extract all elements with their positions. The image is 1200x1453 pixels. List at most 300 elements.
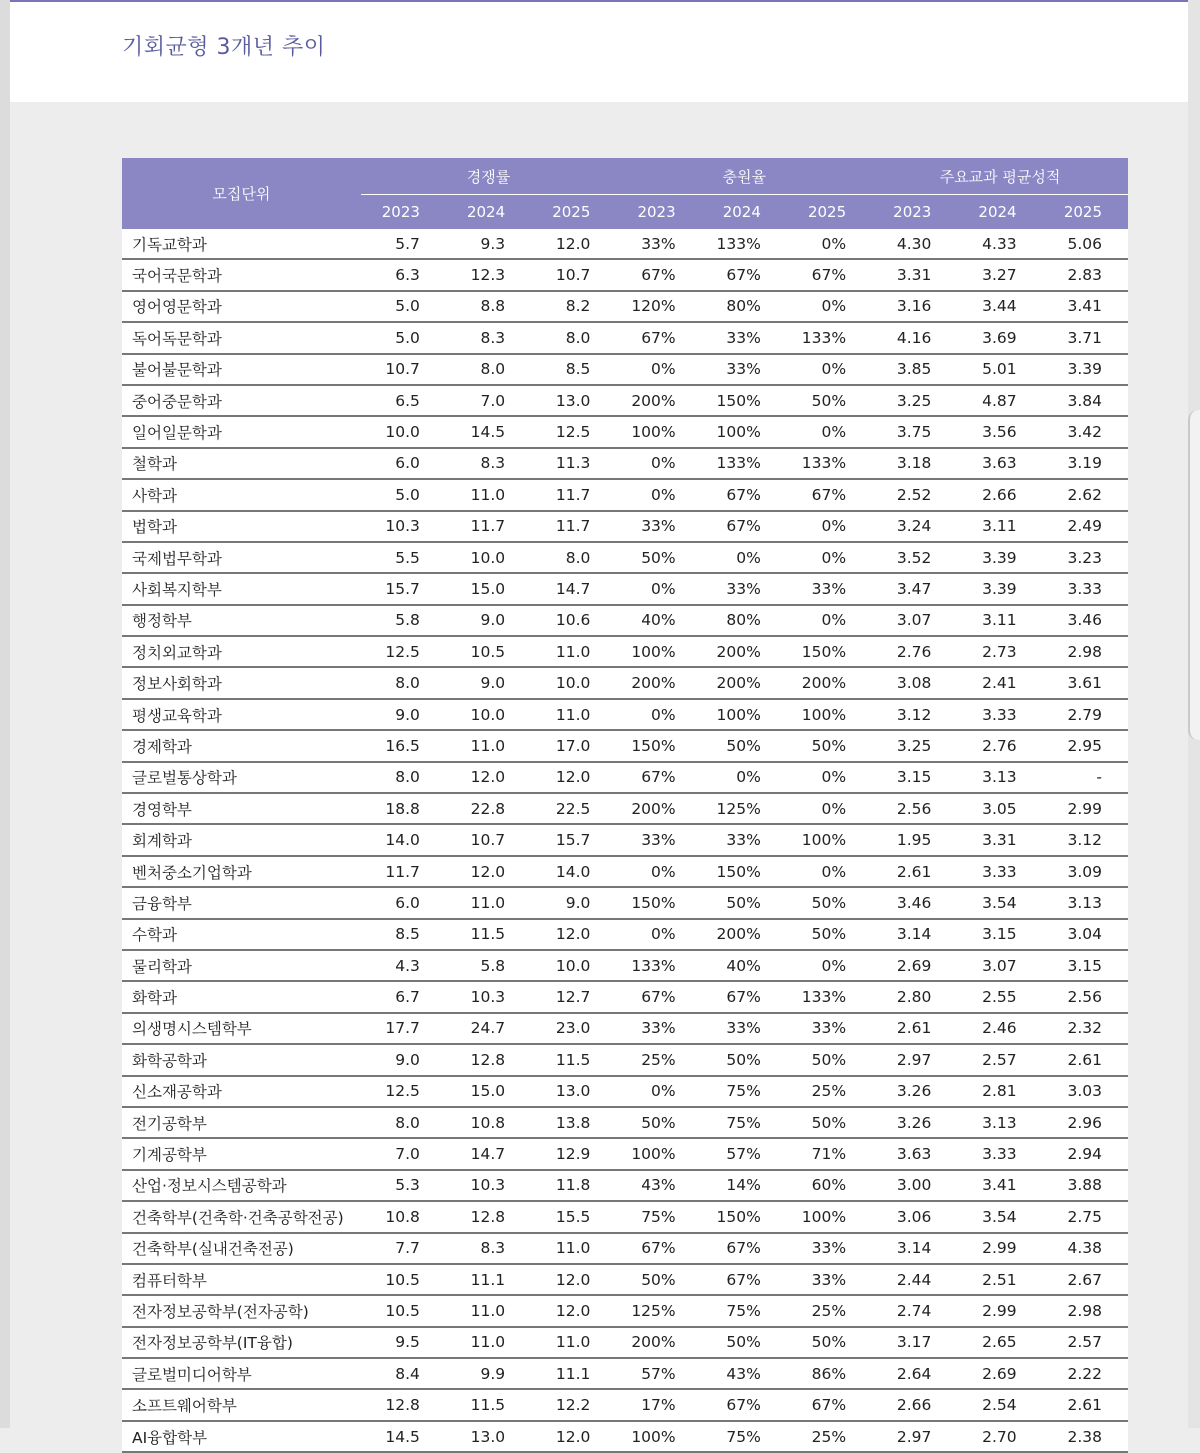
row-value-cell: 12.2 <box>531 1389 616 1420</box>
row-value-cell: 14.5 <box>446 416 531 447</box>
row-value-cell: 3.61 <box>1043 667 1128 698</box>
row-value-cell: 6.5 <box>361 385 446 416</box>
row-value-cell: 0% <box>787 856 872 887</box>
row-value-cell: 50% <box>702 1327 787 1358</box>
row-value-cell: 22.8 <box>446 793 531 824</box>
row-value-cell: 10.0 <box>446 699 531 730</box>
row-value-cell: 5.8 <box>446 950 531 981</box>
table-row <box>122 730 1128 761</box>
table-row <box>122 699 1128 730</box>
row-value-cell: 3.13 <box>1043 887 1128 918</box>
row-value-cell: 75% <box>702 1295 787 1326</box>
row-value-cell: 9.0 <box>361 699 446 730</box>
row-value-cell: 75% <box>702 1107 787 1138</box>
row-value-cell: 4.38 <box>1043 1233 1128 1264</box>
row-value-cell: 120% <box>616 291 701 322</box>
table-row <box>122 887 1128 918</box>
row-value-cell: 100% <box>616 416 701 447</box>
row-value-cell: 2.44 <box>872 1264 957 1295</box>
row-value-cell: 2.81 <box>957 1076 1042 1107</box>
table-row <box>122 1201 1128 1232</box>
row-value-cell: 3.09 <box>1043 856 1128 887</box>
row-value-cell: 67% <box>702 259 787 290</box>
row-value-cell: 2.99 <box>957 1233 1042 1264</box>
row-unit-name: 회계학과 <box>122 824 361 855</box>
row-value-cell: 8.2 <box>531 291 616 322</box>
row-value-cell: 50% <box>702 730 787 761</box>
row-value-cell: 100% <box>787 824 872 855</box>
table-row <box>122 511 1128 542</box>
row-value-cell: 0% <box>616 354 701 385</box>
row-value-cell: 15.0 <box>446 1076 531 1107</box>
row-value-cell: 0% <box>787 762 872 793</box>
row-value-cell: 0% <box>616 919 701 950</box>
row-value-cell: 3.47 <box>872 573 957 604</box>
row-value-cell: 3.07 <box>872 605 957 636</box>
row-value-cell: 2.99 <box>1043 793 1128 824</box>
row-value-cell: 0% <box>616 1076 701 1107</box>
row-value-cell: 25% <box>787 1076 872 1107</box>
row-value-cell: 3.33 <box>957 699 1042 730</box>
row-value-cell: 3.52 <box>872 542 957 573</box>
row-value-cell: 50% <box>787 887 872 918</box>
table-row <box>122 605 1128 636</box>
row-value-cell: 133% <box>702 229 787 259</box>
row-value-cell: 3.46 <box>1043 605 1128 636</box>
row-value-cell: 33% <box>616 824 701 855</box>
row-value-cell: 3.14 <box>872 919 957 950</box>
row-value-cell: 3.25 <box>872 385 957 416</box>
row-value-cell: 3.06 <box>872 1201 957 1232</box>
row-unit-name: 경제학과 <box>122 730 361 761</box>
row-value-cell: 0% <box>787 416 872 447</box>
row-value-cell: 50% <box>616 542 701 573</box>
row-value-cell: 0% <box>787 950 872 981</box>
row-value-cell: 0% <box>787 793 872 824</box>
row-value-cell: 3.39 <box>1043 354 1128 385</box>
row-value-cell: 57% <box>616 1358 701 1389</box>
table-row <box>122 1076 1128 1107</box>
row-unit-name: 법학과 <box>122 511 361 542</box>
row-value-cell: 3.56 <box>957 416 1042 447</box>
row-value-cell: 200% <box>702 636 787 667</box>
row-value-cell: 3.71 <box>1043 322 1128 353</box>
row-value-cell: 24.7 <box>446 1013 531 1044</box>
row-unit-name: 중어중문학과 <box>122 385 361 416</box>
row-value-cell: 57% <box>702 1138 787 1169</box>
row-value-cell: 4.3 <box>361 950 446 981</box>
table-row <box>122 354 1128 385</box>
row-value-cell: 9.3 <box>446 229 531 259</box>
row-value-cell: 5.01 <box>957 354 1042 385</box>
row-value-cell: 2.46 <box>957 1013 1042 1044</box>
table-row <box>122 1327 1128 1358</box>
row-value-cell: 6.7 <box>361 981 446 1012</box>
row-value-cell: 3.69 <box>957 322 1042 353</box>
row-value-cell: 2.69 <box>872 950 957 981</box>
row-value-cell: 2.76 <box>872 636 957 667</box>
table-row <box>122 385 1128 416</box>
row-value-cell: 11.0 <box>531 636 616 667</box>
row-value-cell: 40% <box>702 950 787 981</box>
row-value-cell: 125% <box>702 793 787 824</box>
row-value-cell: 11.0 <box>531 699 616 730</box>
row-value-cell: 2.75 <box>1043 1201 1128 1232</box>
row-value-cell: 2.65 <box>957 1327 1042 1358</box>
row-value-cell: 75% <box>702 1076 787 1107</box>
row-value-cell: 3.16 <box>872 291 957 322</box>
row-value-cell: 2.38 <box>1043 1421 1128 1452</box>
row-value-cell: 14.0 <box>531 856 616 887</box>
row-value-cell: 3.05 <box>957 793 1042 824</box>
row-value-cell: 15.0 <box>446 573 531 604</box>
header-panel <box>10 0 1188 102</box>
row-unit-name: 수학과 <box>122 919 361 950</box>
row-value-cell: 12.0 <box>531 1421 616 1452</box>
header-year: 2025 <box>1043 195 1128 230</box>
row-value-cell: 3.04 <box>1043 919 1128 950</box>
row-value-cell: 7.0 <box>361 1138 446 1169</box>
row-value-cell: 3.26 <box>872 1107 957 1138</box>
row-value-cell: - <box>1043 762 1128 793</box>
row-value-cell: 2.94 <box>1043 1138 1128 1169</box>
row-unit-name: 화학과 <box>122 981 361 1012</box>
row-value-cell: 0% <box>616 448 701 479</box>
row-value-cell: 33% <box>702 354 787 385</box>
scroll-handle[interactable] <box>1188 410 1200 740</box>
table-row <box>122 1233 1128 1264</box>
row-unit-name: 화학공학과 <box>122 1044 361 1075</box>
row-value-cell: 133% <box>787 981 872 1012</box>
row-value-cell: 3.41 <box>957 1170 1042 1201</box>
row-value-cell: 10.0 <box>446 542 531 573</box>
table-row <box>122 1389 1128 1420</box>
row-value-cell: 133% <box>787 448 872 479</box>
row-value-cell: 2.67 <box>1043 1264 1128 1295</box>
row-value-cell: 12.0 <box>531 762 616 793</box>
row-value-cell: 3.17 <box>872 1327 957 1358</box>
row-value-cell: 3.14 <box>872 1233 957 1264</box>
row-unit-name: 국제법무학과 <box>122 542 361 573</box>
row-value-cell: 11.0 <box>446 730 531 761</box>
row-value-cell: 2.76 <box>957 730 1042 761</box>
table-row <box>122 919 1128 950</box>
row-value-cell: 2.54 <box>957 1389 1042 1420</box>
row-value-cell: 100% <box>616 1421 701 1452</box>
row-value-cell: 2.49 <box>1043 511 1128 542</box>
row-unit-name: 글로벌미디어학부 <box>122 1358 361 1389</box>
row-value-cell: 200% <box>702 919 787 950</box>
row-value-cell: 12.8 <box>361 1389 446 1420</box>
row-unit-name: 의생명시스템학부 <box>122 1013 361 1044</box>
row-value-cell: 9.0 <box>446 667 531 698</box>
row-value-cell: 0% <box>787 291 872 322</box>
header-year: 2023 <box>872 195 957 230</box>
table-row <box>122 1170 1128 1201</box>
row-value-cell: 2.95 <box>1043 730 1128 761</box>
row-value-cell: 25% <box>616 1044 701 1075</box>
row-value-cell: 2.80 <box>872 981 957 1012</box>
row-value-cell: 67% <box>702 981 787 1012</box>
row-unit-name: 국어국문학과 <box>122 259 361 290</box>
row-value-cell: 11.7 <box>361 856 446 887</box>
table-row <box>122 793 1128 824</box>
table-row <box>122 981 1128 1012</box>
row-value-cell: 3.54 <box>957 887 1042 918</box>
row-value-cell: 3.19 <box>1043 448 1128 479</box>
row-value-cell: 2.79 <box>1043 699 1128 730</box>
row-value-cell: 67% <box>616 259 701 290</box>
row-value-cell: 3.25 <box>872 730 957 761</box>
row-value-cell: 100% <box>702 699 787 730</box>
row-value-cell: 0% <box>616 699 701 730</box>
row-value-cell: 13.0 <box>446 1421 531 1452</box>
row-value-cell: 8.0 <box>531 542 616 573</box>
row-value-cell: 33% <box>787 1013 872 1044</box>
row-value-cell: 3.15 <box>1043 950 1128 981</box>
row-value-cell: 5.06 <box>1043 229 1128 259</box>
row-value-cell: 15.7 <box>531 824 616 855</box>
header-year: 2025 <box>531 195 616 230</box>
row-value-cell: 14.0 <box>361 824 446 855</box>
table-row <box>122 1013 1128 1044</box>
row-value-cell: 8.0 <box>361 667 446 698</box>
row-value-cell: 10.0 <box>531 950 616 981</box>
row-value-cell: 2.99 <box>957 1295 1042 1326</box>
row-value-cell: 0% <box>616 573 701 604</box>
row-value-cell: 50% <box>787 1327 872 1358</box>
row-value-cell: 9.5 <box>361 1327 446 1358</box>
row-value-cell: 86% <box>787 1358 872 1389</box>
row-value-cell: 3.75 <box>872 416 957 447</box>
table-row <box>122 1421 1128 1452</box>
row-value-cell: 12.5 <box>531 416 616 447</box>
row-value-cell: 67% <box>787 259 872 290</box>
row-value-cell: 33% <box>787 573 872 604</box>
row-value-cell: 80% <box>702 291 787 322</box>
row-value-cell: 5.0 <box>361 291 446 322</box>
row-unit-name: 전자정보공학부(IT융합) <box>122 1327 361 1358</box>
row-value-cell: 5.5 <box>361 542 446 573</box>
row-unit-name: 소프트웨어학부 <box>122 1389 361 1420</box>
header-year: 2023 <box>616 195 701 230</box>
table-row <box>122 416 1128 447</box>
row-value-cell: 75% <box>702 1421 787 1452</box>
row-value-cell: 67% <box>787 1389 872 1420</box>
row-value-cell: 2.52 <box>872 479 957 510</box>
row-value-cell: 0% <box>616 479 701 510</box>
row-value-cell: 3.23 <box>1043 542 1128 573</box>
table-row <box>122 1138 1128 1169</box>
row-value-cell: 6.0 <box>361 448 446 479</box>
header-year: 2024 <box>957 195 1042 230</box>
row-value-cell: 10.6 <box>531 605 616 636</box>
row-value-cell: 2.51 <box>957 1264 1042 1295</box>
row-value-cell: 2.83 <box>1043 259 1128 290</box>
row-value-cell: 11.3 <box>531 448 616 479</box>
row-value-cell: 3.07 <box>957 950 1042 981</box>
row-value-cell: 10.7 <box>531 259 616 290</box>
row-unit-name: 일어일문학과 <box>122 416 361 447</box>
table-row <box>122 762 1128 793</box>
row-value-cell: 22.5 <box>531 793 616 824</box>
row-unit-name: 금융학부 <box>122 887 361 918</box>
row-value-cell: 50% <box>702 887 787 918</box>
row-value-cell: 200% <box>616 1327 701 1358</box>
row-value-cell: 10.8 <box>361 1201 446 1232</box>
row-value-cell: 2.56 <box>1043 981 1128 1012</box>
row-value-cell: 3.44 <box>957 291 1042 322</box>
row-value-cell: 3.33 <box>1043 573 1128 604</box>
row-value-cell: 33% <box>702 1013 787 1044</box>
table-row <box>122 542 1128 573</box>
row-value-cell: 3.46 <box>872 887 957 918</box>
row-value-cell: 3.41 <box>1043 291 1128 322</box>
table-row <box>122 667 1128 698</box>
row-value-cell: 13.8 <box>531 1107 616 1138</box>
row-value-cell: 67% <box>702 479 787 510</box>
row-value-cell: 10.5 <box>361 1295 446 1326</box>
row-value-cell: 11.7 <box>531 511 616 542</box>
row-value-cell: 67% <box>787 479 872 510</box>
row-value-cell: 14.7 <box>531 573 616 604</box>
row-unit-name: 독어독문학과 <box>122 322 361 353</box>
row-value-cell: 4.87 <box>957 385 1042 416</box>
header-unit: 모집단위 <box>122 158 361 229</box>
row-value-cell: 3.63 <box>872 1138 957 1169</box>
row-value-cell: 12.0 <box>531 229 616 259</box>
row-value-cell: 10.3 <box>361 511 446 542</box>
row-value-cell: 2.61 <box>872 1013 957 1044</box>
row-value-cell: 50% <box>616 1107 701 1138</box>
row-unit-name: 행정학부 <box>122 605 361 636</box>
row-value-cell: 5.0 <box>361 479 446 510</box>
row-value-cell: 50% <box>787 1044 872 1075</box>
row-value-cell: 10.3 <box>446 981 531 1012</box>
row-value-cell: 12.8 <box>446 1044 531 1075</box>
row-value-cell: 11.0 <box>531 1233 616 1264</box>
row-value-cell: 40% <box>616 605 701 636</box>
row-value-cell: 133% <box>787 322 872 353</box>
row-unit-name: 글로벌통상학과 <box>122 762 361 793</box>
row-value-cell: 3.00 <box>872 1170 957 1201</box>
row-value-cell: 3.42 <box>1043 416 1128 447</box>
row-value-cell: 2.57 <box>957 1044 1042 1075</box>
row-value-cell: 2.41 <box>957 667 1042 698</box>
row-value-cell: 3.88 <box>1043 1170 1128 1201</box>
row-unit-name: 사학과 <box>122 479 361 510</box>
row-value-cell: 2.74 <box>872 1295 957 1326</box>
header-group-fill-rate: 충원율 <box>616 158 872 195</box>
row-value-cell: 8.4 <box>361 1358 446 1389</box>
row-value-cell: 3.85 <box>872 354 957 385</box>
row-value-cell: 12.7 <box>531 981 616 1012</box>
row-value-cell: 3.26 <box>872 1076 957 1107</box>
row-value-cell: 33% <box>702 573 787 604</box>
row-value-cell: 10.5 <box>361 1264 446 1295</box>
row-unit-name: 평생교육학과 <box>122 699 361 730</box>
data-table <box>122 158 1128 1453</box>
row-value-cell: 11.7 <box>531 479 616 510</box>
row-value-cell: 3.27 <box>957 259 1042 290</box>
row-value-cell: 0% <box>616 856 701 887</box>
row-value-cell: 100% <box>616 636 701 667</box>
table-row <box>122 1264 1128 1295</box>
row-value-cell: 2.61 <box>1043 1389 1128 1420</box>
row-value-cell: 133% <box>616 950 701 981</box>
row-value-cell: 10.3 <box>446 1170 531 1201</box>
row-value-cell: 3.15 <box>872 762 957 793</box>
row-value-cell: 75% <box>616 1201 701 1232</box>
row-value-cell: 67% <box>702 1233 787 1264</box>
row-value-cell: 3.13 <box>957 762 1042 793</box>
row-value-cell: 2.64 <box>872 1358 957 1389</box>
row-unit-name: 경영학부 <box>122 793 361 824</box>
row-value-cell: 2.66 <box>957 479 1042 510</box>
row-value-cell: 10.8 <box>446 1107 531 1138</box>
row-value-cell: 12.0 <box>531 919 616 950</box>
row-value-cell: 3.12 <box>872 699 957 730</box>
row-value-cell: 2.73 <box>957 636 1042 667</box>
row-value-cell: 12.8 <box>446 1201 531 1232</box>
row-value-cell: 13.0 <box>531 1076 616 1107</box>
row-value-cell: 8.0 <box>361 762 446 793</box>
row-value-cell: 14.7 <box>446 1138 531 1169</box>
row-value-cell: 8.3 <box>446 1233 531 1264</box>
row-value-cell: 18.8 <box>361 793 446 824</box>
row-value-cell: 33% <box>787 1233 872 1264</box>
row-value-cell: 3.12 <box>1043 824 1128 855</box>
row-value-cell: 11.1 <box>531 1358 616 1389</box>
table-row <box>122 479 1128 510</box>
row-value-cell: 6.3 <box>361 259 446 290</box>
row-value-cell: 2.57 <box>1043 1327 1128 1358</box>
row-value-cell: 2.61 <box>872 856 957 887</box>
row-value-cell: 11.0 <box>446 1295 531 1326</box>
row-value-cell: 2.96 <box>1043 1107 1128 1138</box>
row-value-cell: 11.7 <box>446 511 531 542</box>
row-value-cell: 17.7 <box>361 1013 446 1044</box>
row-value-cell: 67% <box>702 1264 787 1295</box>
row-value-cell: 71% <box>787 1138 872 1169</box>
row-value-cell: 2.62 <box>1043 479 1128 510</box>
row-value-cell: 12.0 <box>446 762 531 793</box>
row-value-cell: 6.0 <box>361 887 446 918</box>
row-value-cell: 3.54 <box>957 1201 1042 1232</box>
data-table-container <box>122 158 1128 1453</box>
row-value-cell: 5.3 <box>361 1170 446 1201</box>
row-value-cell: 8.3 <box>446 448 531 479</box>
row-value-cell: 7.7 <box>361 1233 446 1264</box>
header-year: 2024 <box>702 195 787 230</box>
row-value-cell: 3.31 <box>957 824 1042 855</box>
row-unit-name: 기독교학과 <box>122 229 361 259</box>
row-value-cell: 3.18 <box>872 448 957 479</box>
row-value-cell: 200% <box>616 793 701 824</box>
row-value-cell: 67% <box>616 322 701 353</box>
row-value-cell: 17.0 <box>531 730 616 761</box>
row-value-cell: 11.0 <box>446 479 531 510</box>
row-value-cell: 10.0 <box>361 416 446 447</box>
row-value-cell: 5.8 <box>361 605 446 636</box>
row-value-cell: 4.30 <box>872 229 957 259</box>
row-value-cell: 25% <box>787 1295 872 1326</box>
row-value-cell: 0% <box>787 511 872 542</box>
row-value-cell: 150% <box>616 730 701 761</box>
row-value-cell: 2.69 <box>957 1358 1042 1389</box>
row-value-cell: 8.5 <box>531 354 616 385</box>
row-value-cell: 10.7 <box>446 824 531 855</box>
